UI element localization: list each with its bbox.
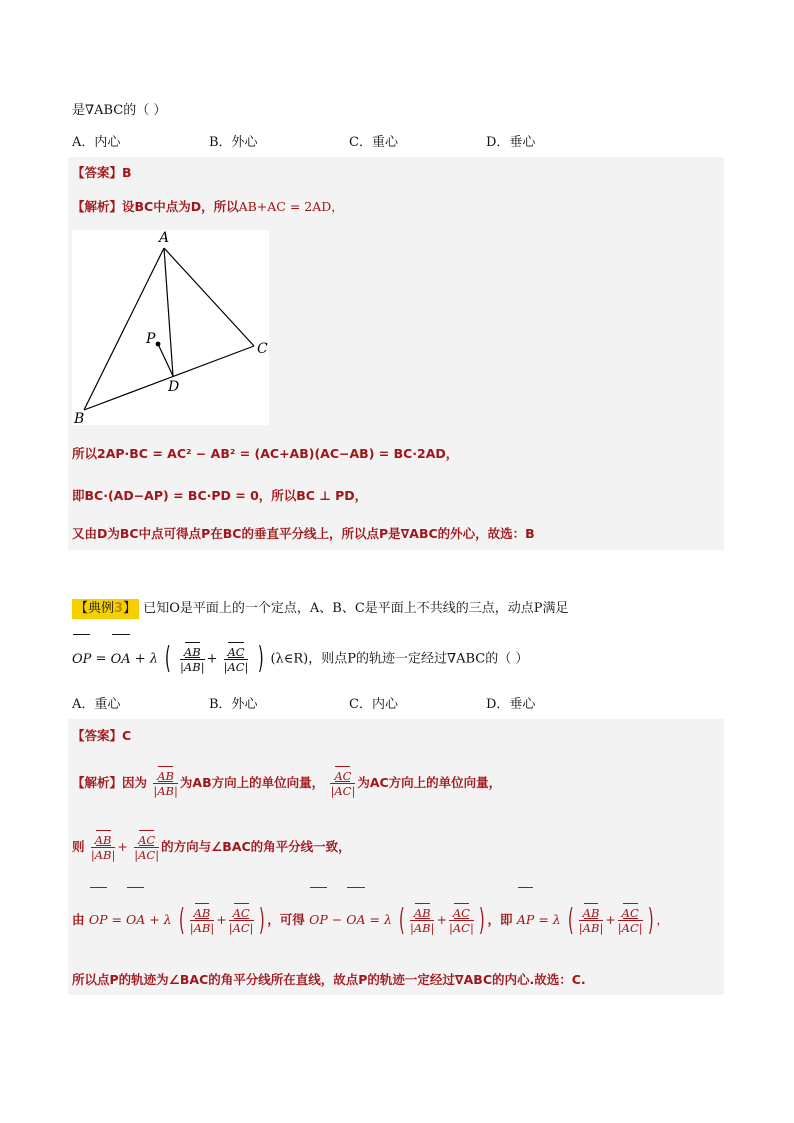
analysis-text: 【解析】设BC中点为D，所以 [72, 199, 239, 214]
analysis2-dir-prefix: 则 [72, 839, 85, 854]
analysis2-prefix: 【解析】因为 [72, 775, 148, 790]
label-c: C [257, 341, 268, 357]
analysis2-conclusion: 所以点P的轨迹为∠BAC的角平分线所在直线，故点P的轨迹一定经过∇ABC的内心.故选：C. [72, 972, 586, 987]
example-tag-close: 】 [123, 601, 137, 616]
label-d: D [168, 379, 180, 395]
analysis-line-2: 所以2AP·BC = AC² − AB² = (AC+AB)(AC−AB) = BC·2AD， [72, 446, 459, 461]
analysis-math: AB+AC = 2AD， [238, 199, 344, 214]
option-c: C．重心 [349, 135, 398, 150]
option-b-2: B．外心 [209, 697, 258, 712]
example-header [72, 599, 569, 619]
triangle-diagram [72, 230, 269, 425]
example-formula: OP = OA + λ ( $\frac{AB}{|AB|}$ + $\frac{AC}{|AC|}$ ) (λ∈R)，则点P的轨迹一定经过∇ABC的（ ） [72, 636, 528, 682]
answer-label: 【答案】B [72, 165, 132, 180]
analysis2-mid2: 为AC方向上的单位向量， [357, 775, 502, 790]
example-tag [72, 599, 139, 619]
analysis2-from: 由 [72, 912, 85, 927]
option-a: A．内心 [72, 135, 121, 150]
option-d: D．垂心 [486, 135, 536, 150]
formula-tail: (λ∈R)，则点P的轨迹一定经过∇ABC的（ ） [270, 651, 529, 667]
analysis2-get: ，可得 [267, 912, 305, 927]
label-a: A [159, 230, 170, 246]
example-tag-text: 【典例 [75, 601, 115, 616]
analysis-line-1 [72, 197, 344, 217]
label-b: B [74, 411, 85, 425]
label-p: P [146, 331, 156, 347]
options-row [72, 133, 632, 153]
triangle-figure [72, 230, 269, 425]
analysis-line-4: 又由D为BC中点可得点P在BC的垂直平分线上，所以点P是∇ABC的外心，故选：B [72, 526, 535, 541]
example-stem: 已知O是平面上的一个定点，A、B、C是平面上不共线的三点，动点P满足 [143, 601, 569, 616]
analysis2-dir: 的方向与∠BAC的角平分线一致， [161, 839, 351, 854]
question-stem: 是∇ABC的（ ） [72, 103, 167, 118]
analysis2-line-1: 【解析】因为 $\frac{AB}{|AB|}$ 为AB方向上的单位向量， $\frac{AC}{|AC|}$ 为AC方向上的单位向量， [72, 769, 502, 798]
option-b: B．外心 [209, 135, 258, 150]
option-d-2: D．垂心 [486, 697, 536, 712]
options-row-2 [72, 695, 632, 715]
example-number: 3 [114, 601, 124, 616]
option-c-2: C．内心 [349, 697, 398, 712]
analysis2-line-2: 则 $\frac{AB}{|AB|}$ + $\frac{AC}{|AC|}$ 的方向与∠BAC的角平分线一致， [72, 833, 351, 862]
analysis-line-3: 即BC·(AD−AP) = BC·PD = 0，所以BC ⊥ PD， [72, 488, 368, 503]
analysis2-line-3: 由 OP = OA + λ ( $\frac{AB}{|AB|}$ + $\frac{AC}{|AC|}$ ) ，可得 OP − OA = λ ( $\frac{AB}{|AB|}$ + $\frac{AC}{|AC|}$ ) ，即 AP = λ ( $\frac{AB}{|AB|}$ + $\frac{AC}{|AC|}$ ) ， [72, 890, 669, 950]
analysis2-ie: ，即 [487, 912, 513, 927]
analysis2-mid1: 为AB方向上的单位向量， [179, 775, 325, 790]
answer-label-2: 【答案】C [72, 728, 132, 743]
option-a-2: A．重心 [72, 697, 121, 712]
